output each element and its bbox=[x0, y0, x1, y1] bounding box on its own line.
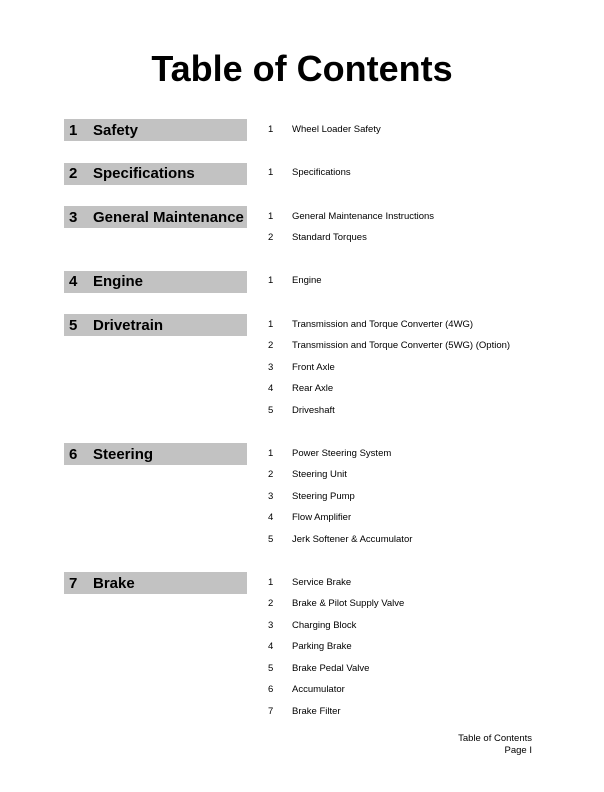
entry-number: 3 bbox=[268, 619, 274, 631]
entry-number: 3 bbox=[268, 361, 274, 373]
section-items bbox=[268, 206, 434, 249]
entry-number: 2 bbox=[268, 469, 274, 481]
entry-title: Rear Axle bbox=[292, 383, 334, 395]
entry-title: Transmission and Torque Converter (4WG) bbox=[292, 318, 474, 330]
section-number: 7 bbox=[69, 574, 78, 592]
entry-number: 5 bbox=[268, 404, 274, 416]
entry-number: 2 bbox=[268, 598, 274, 610]
toc-entry[interactable] bbox=[268, 379, 510, 401]
toc-entry[interactable] bbox=[268, 228, 434, 250]
entry-title: Specifications bbox=[292, 167, 351, 179]
entry-number: 1 bbox=[268, 318, 274, 330]
toc-entry[interactable] bbox=[268, 529, 412, 551]
footer-title: Table of Contents bbox=[458, 733, 532, 744]
section-header[interactable] bbox=[64, 119, 247, 141]
entry-number: 1 bbox=[268, 167, 274, 179]
section-number: 6 bbox=[69, 445, 78, 463]
section-number: 1 bbox=[69, 121, 78, 139]
page-number: Page I bbox=[504, 745, 532, 756]
entry-number: 6 bbox=[268, 684, 274, 696]
entry-number: 3 bbox=[268, 490, 274, 502]
entry-number: 5 bbox=[268, 662, 274, 674]
section-title: Brake bbox=[93, 574, 135, 592]
entry-title: Accumulator bbox=[292, 684, 345, 696]
toc-entry[interactable] bbox=[268, 314, 510, 336]
toc-section bbox=[64, 119, 544, 141]
section-number: 3 bbox=[69, 208, 78, 226]
section-title: Drivetrain bbox=[93, 316, 164, 334]
entry-number: 1 bbox=[268, 447, 274, 459]
entry-number: 4 bbox=[268, 383, 274, 395]
entry-title: Jerk Softener & Accumulator bbox=[292, 533, 413, 545]
section-items bbox=[268, 443, 412, 551]
entry-title: Brake Filter bbox=[292, 705, 341, 717]
section-title: Specifications bbox=[93, 165, 195, 182]
toc-entry[interactable] bbox=[268, 271, 322, 293]
entry-title: Brake & Pilot Supply Valve bbox=[292, 598, 405, 610]
entry-number: 4 bbox=[268, 512, 274, 524]
toc-entry[interactable] bbox=[268, 637, 404, 659]
entry-number: 4 bbox=[268, 641, 274, 653]
entry-title: Parking Brake bbox=[292, 641, 352, 653]
table-of-contents bbox=[64, 119, 544, 744]
toc-section bbox=[64, 572, 544, 723]
toc-entry[interactable] bbox=[268, 701, 404, 723]
toc-entry[interactable] bbox=[268, 680, 404, 702]
entry-number: 1 bbox=[268, 275, 274, 287]
section-number: 4 bbox=[69, 273, 78, 290]
toc-entry[interactable] bbox=[268, 357, 510, 379]
section-title: Steering bbox=[93, 445, 154, 463]
section-header[interactable] bbox=[64, 314, 247, 336]
section-title: Safety bbox=[93, 121, 139, 139]
entry-title: Steering Pump bbox=[292, 490, 355, 502]
section-header[interactable] bbox=[64, 163, 247, 185]
toc-entry[interactable] bbox=[268, 615, 404, 637]
section-header[interactable] bbox=[64, 206, 247, 228]
toc-section bbox=[64, 163, 544, 185]
page-footer bbox=[458, 733, 532, 757]
entry-number: 2 bbox=[268, 232, 274, 244]
toc-section bbox=[64, 271, 544, 293]
entry-title: Engine bbox=[292, 275, 322, 287]
toc-entry[interactable] bbox=[268, 465, 412, 487]
page-title: Table of Contents bbox=[151, 48, 453, 89]
toc-entry[interactable] bbox=[268, 508, 412, 530]
toc-entry[interactable] bbox=[268, 486, 412, 508]
section-items bbox=[268, 314, 510, 422]
entry-title: Standard Torques bbox=[292, 232, 367, 244]
section-items bbox=[268, 271, 322, 293]
toc-entry[interactable] bbox=[268, 572, 404, 594]
entry-number: 1 bbox=[268, 210, 274, 222]
entry-number: 7 bbox=[268, 705, 274, 717]
toc-section bbox=[64, 206, 544, 249]
toc-section bbox=[64, 443, 544, 551]
entry-number: 1 bbox=[268, 123, 274, 135]
entry-number: 1 bbox=[268, 576, 274, 588]
section-header[interactable] bbox=[64, 572, 247, 594]
toc-entry[interactable] bbox=[268, 594, 404, 616]
toc-entry[interactable] bbox=[268, 443, 412, 465]
toc-entry[interactable] bbox=[268, 658, 404, 680]
entry-title: Front Axle bbox=[292, 361, 335, 373]
toc-entry[interactable] bbox=[268, 336, 510, 358]
entry-title: Wheel Loader Safety bbox=[292, 123, 381, 135]
section-header[interactable] bbox=[64, 271, 247, 293]
entry-number: 5 bbox=[268, 533, 274, 545]
section-title: General Maintenance bbox=[93, 208, 244, 226]
entry-number: 2 bbox=[268, 340, 274, 352]
entry-title: Brake Pedal Valve bbox=[292, 662, 370, 674]
section-title: Engine bbox=[93, 273, 144, 290]
entry-title: Driveshaft bbox=[292, 404, 335, 416]
entry-title: Transmission and Torque Converter (5WG) (Option) bbox=[292, 340, 511, 352]
section-number: 2 bbox=[69, 165, 78, 182]
toc-entry[interactable] bbox=[268, 119, 381, 141]
section-items bbox=[268, 163, 351, 185]
toc-entry[interactable] bbox=[268, 206, 434, 228]
toc-section bbox=[64, 314, 544, 422]
section-header[interactable] bbox=[64, 443, 247, 465]
entry-title: General Maintenance Instructions bbox=[292, 210, 435, 222]
entry-title: Steering Unit bbox=[292, 469, 347, 481]
section-number: 5 bbox=[69, 316, 78, 334]
entry-title: Flow Amplifier bbox=[292, 512, 352, 524]
section-items bbox=[268, 119, 381, 141]
toc-entry[interactable] bbox=[268, 400, 510, 422]
section-items bbox=[268, 572, 404, 723]
entry-title: Service Brake bbox=[292, 576, 352, 588]
entry-title: Power Steering System bbox=[292, 447, 392, 459]
entry-title: Charging Block bbox=[292, 619, 357, 631]
toc-entry[interactable] bbox=[268, 163, 351, 185]
